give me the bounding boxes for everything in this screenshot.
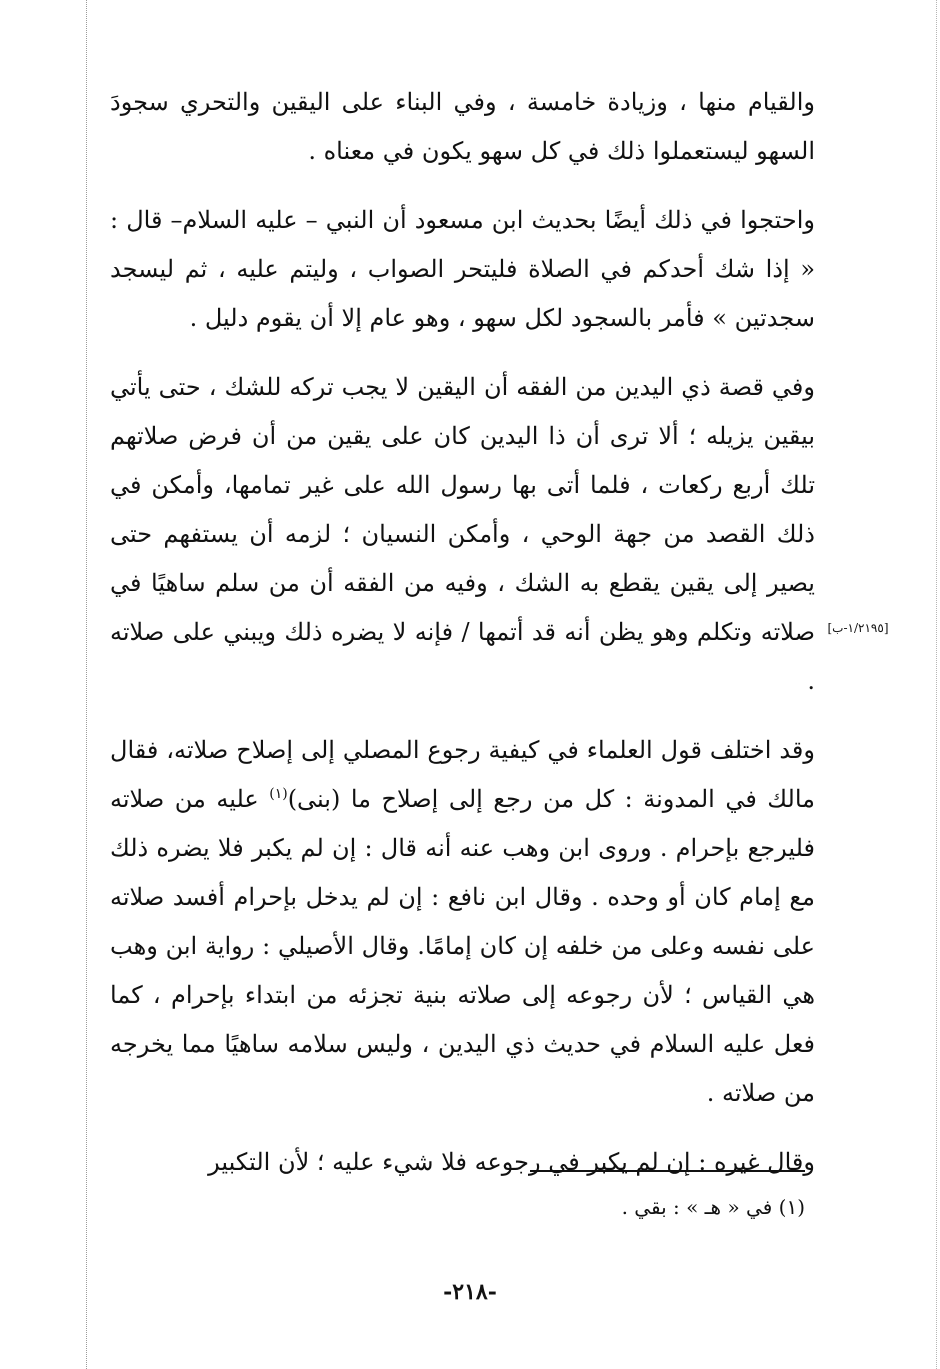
manuscript-folio-note: [١/٢١٩٥-ب] [827, 621, 889, 635]
paragraph-4-part-1: وقد اختلف قول العلماء في كيفية رجوع المصلي إلى إصلاح صلاته، فقال مالك في المدونة : كل من رجع إلى إصلاح ما (بنى) [110, 736, 815, 813]
page-number: -٢١٨- [443, 1279, 497, 1305]
footnote: (١) في « هـ » : بقي . [621, 1195, 805, 1219]
scan-edge-right [936, 0, 937, 1369]
paragraph-5: وقال غيره : إن لم يكبر في رجوعه فلا شيء عليه ؛ لأن التكبير [208, 1148, 815, 1176]
footnote-reference: (١) [269, 786, 288, 802]
paragraph-2: واحتجوا في ذلك أيضًا بحديث ابن مسعود أن النبي – عليه السلام– قال : « إذا شك أحدكم في الصلاة فليتحر الصواب ، وليتم عليه ، ثم ليسجد سجدتين » فأمر بالسجود لكل سهو ، وهو عام إلا أن يقوم دليل . [110, 206, 815, 332]
scan-edge-left [86, 0, 87, 1369]
paragraph-4 [110, 726, 815, 1118]
main-text [110, 78, 815, 1187]
paragraph-3: وفي قصة ذي اليدين من الفقه أن اليقين لا يجب تركه للشك ، حتى يأتي بيقين يزيله ؛ ألا ترى أن ذا اليدين كان على يقين من أن فرض صلاتهم تلك أربع ركعات ، فلما أتى بها رسول الله على غير تمامها، وأمكن في ذلك القصد من جهة الوحي ، وأمكن النسيان ؛ لزمه أن يستفهم حتى يصير إلى يقين يقطع به الشك ، وفيه من الفقه أن من سلم ساهيًا في صلاته وتكلم وهو يظن أنه قد أتمها / فإنه لا يضره ذلك ويبني على صلاته . [110, 373, 815, 695]
footnote-divider [530, 1170, 805, 1172]
paragraph-1: والقيام منها ، وزيادة خامسة ، وفي البناء على اليقين والتحري سجودَ السهو ليستعملوا ذلك في كل سهو يكون في معناه . [110, 88, 816, 165]
paragraph-4-part-2: عليه من صلاته فليرجع بإحرام . وروى ابن وهب عنه أنه قال : إن لم يكبر فلا يضره ذلك مع إمام كان أو وحده . وقال ابن نافع : إن لم يدخل بإحرام أفسد صلاته على نفسه وعلى من خلفه إن كان إمامًا. وقال الأصيلي : رواية ابن وهب هي القياس ؛ لأن رجوعه إلى صلاته بنية تجزئه من ابتداء بإحرام ، كما فعل عليه السلام في حديث ذي اليدين ، وليس سلامه ساهيًا مما يخرجه من صلاته . [110, 785, 815, 1107]
